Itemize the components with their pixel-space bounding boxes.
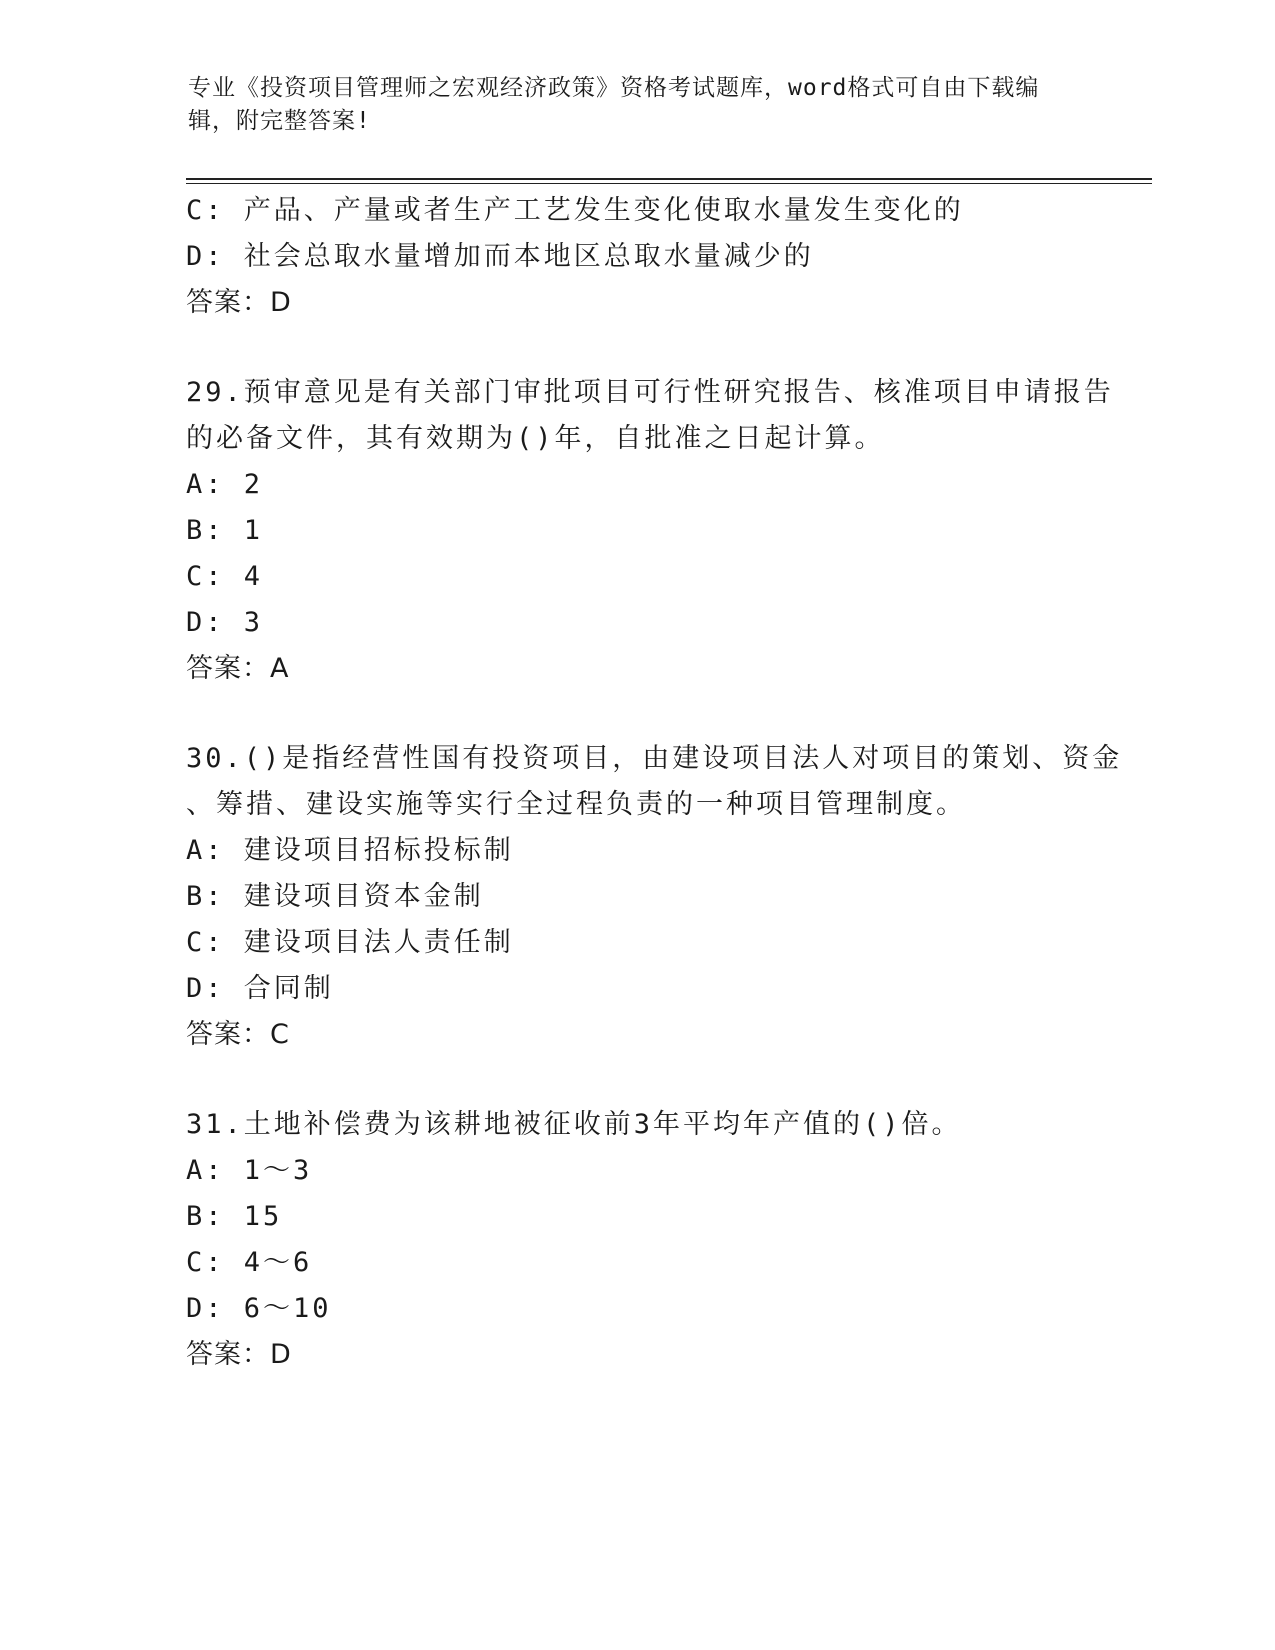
answer: 答案：D xyxy=(186,287,292,318)
option-d: D: 6～10 xyxy=(186,1293,332,1324)
option-c: C: 建设项目法人责任制 xyxy=(186,927,514,958)
header-line-2: 辑，附完整答案! xyxy=(188,108,371,134)
option-a: A: 建设项目招标投标制 xyxy=(186,835,514,866)
question-stem: 30.()是指经营性国有投资项目，由建设项目法人对项目的策划、资金 xyxy=(186,743,1123,774)
spacer xyxy=(186,326,1086,370)
question-list xyxy=(186,188,1123,1378)
option-d: D: 社会总取水量增加而本地区总取水量减少的 xyxy=(186,241,814,272)
option-d: D: 3 xyxy=(186,607,264,638)
answer: 答案：D xyxy=(186,1339,292,1370)
option-c: C: 产品、产量或者生产工艺发生变化使取水量发生变化的 xyxy=(186,195,964,226)
option-b: B: 建设项目资本金制 xyxy=(186,881,484,912)
question-stem: 29.预审意见是有关部门审批项目可行性研究报告、核准项目申请报告 xyxy=(186,377,1114,408)
page-header xyxy=(188,72,1068,138)
spacer xyxy=(186,1058,1086,1102)
header-line-1: 专业《投资项目管理师之宏观经济政策》资格考试题库，word格式可自由下载编 xyxy=(188,75,1040,101)
question-stem-cont: 的必备文件，其有效期为()年，自批准之日起计算。 xyxy=(186,423,885,454)
option-b: B: 1 xyxy=(186,515,264,546)
question-30 xyxy=(186,736,1123,1058)
header-divider-thin xyxy=(186,183,1152,184)
question-stem-cont: 、筹措、建设实施等实行全过程负责的一种项目管理制度。 xyxy=(186,789,966,820)
option-a: A: 1～3 xyxy=(186,1155,313,1186)
spacer xyxy=(186,692,1086,736)
question-29 xyxy=(186,370,1114,692)
option-b: B: 15 xyxy=(186,1201,283,1232)
question-stem: 31.土地补偿费为该耕地被征收前3年平均年产值的()倍。 xyxy=(186,1109,962,1140)
option-c: C: 4 xyxy=(186,561,264,592)
question-31 xyxy=(186,1102,1086,1378)
question-28-tail xyxy=(186,188,1086,326)
option-a: A: 2 xyxy=(186,469,264,500)
header-divider-thick xyxy=(186,178,1152,180)
answer: 答案：C xyxy=(186,1019,290,1050)
option-d: D: 合同制 xyxy=(186,973,334,1004)
answer: 答案：A xyxy=(186,653,290,684)
option-c: C: 4～6 xyxy=(186,1247,313,1278)
